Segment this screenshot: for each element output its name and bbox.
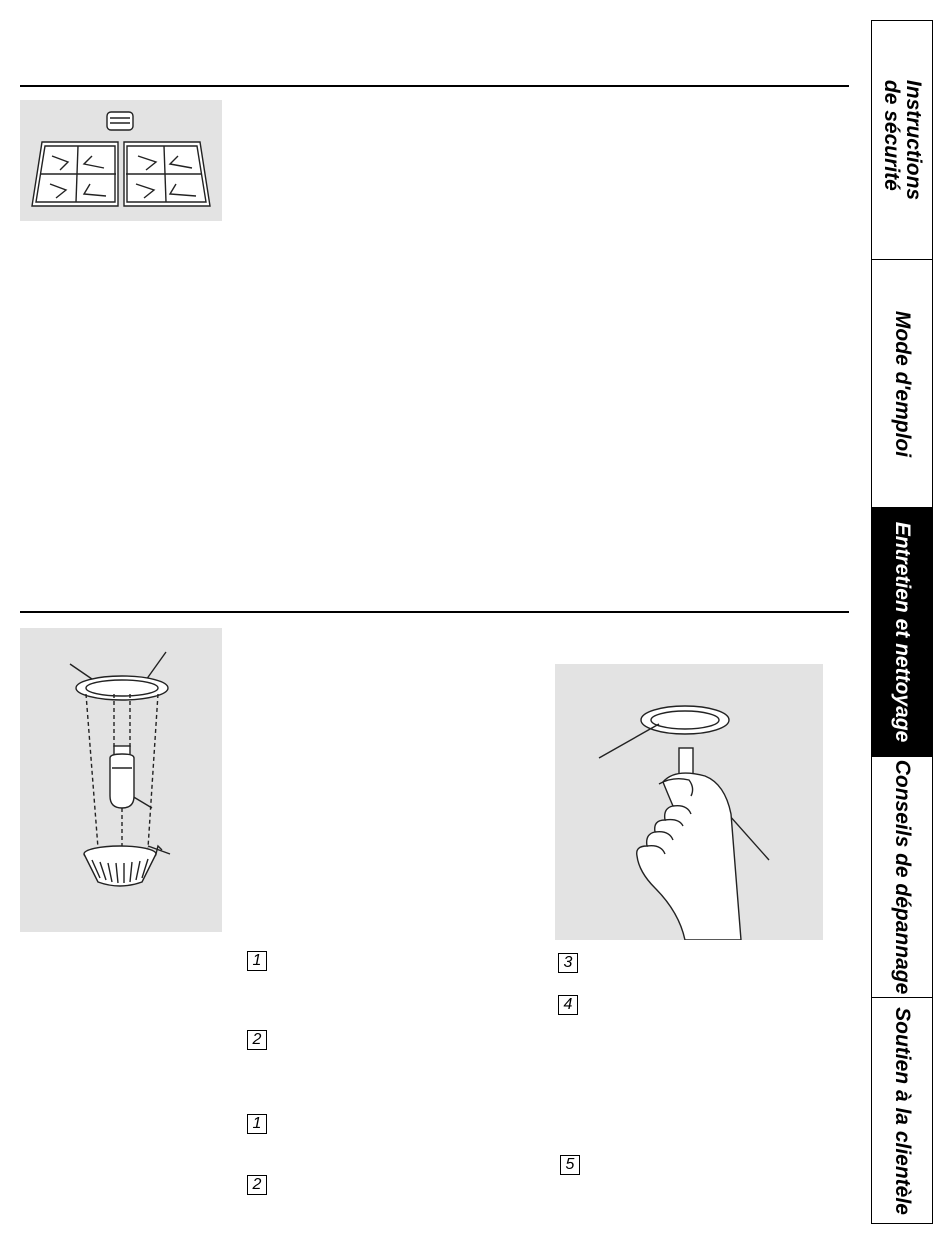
step-number-box: 5: [560, 1155, 580, 1175]
step-number-box: 2: [247, 1175, 267, 1195]
section-tabs: [871, 20, 933, 1224]
burner-grates-illustration: [20, 100, 222, 221]
tab-label: Entretien et nettoyage: [891, 521, 914, 743]
tab-label: Soutien à la clientèle: [891, 1006, 914, 1215]
step-number-box: 3: [558, 953, 578, 973]
burner-grates-icon: [20, 100, 222, 221]
tab-conseils-depannage[interactable]: [872, 757, 932, 998]
light-bulb-assembly-icon: [20, 628, 222, 932]
tab-label: Instructions de sécurité: [880, 79, 925, 201]
step-number-box: 1: [247, 951, 267, 971]
step-number-box: 1: [247, 1114, 267, 1134]
section-divider-top: [20, 85, 849, 87]
bulb-removal-hand-illustration: [555, 664, 823, 940]
step-number-box: 2: [247, 1030, 267, 1050]
tab-instructions-securite[interactable]: [872, 21, 932, 260]
bulb-removal-hand-icon: [555, 664, 823, 940]
tab-label: Mode d'emploi: [891, 310, 914, 457]
section-divider-middle: [20, 611, 849, 613]
light-bulb-assembly-illustration: [20, 628, 222, 932]
tab-mode-emploi[interactable]: [872, 260, 932, 508]
tab-entretien-nettoyage[interactable]: [872, 508, 932, 757]
tab-soutien-clientele[interactable]: [872, 998, 932, 1223]
tab-label: Conseils de dépannage: [891, 759, 914, 995]
step-number-box: 4: [558, 995, 578, 1015]
